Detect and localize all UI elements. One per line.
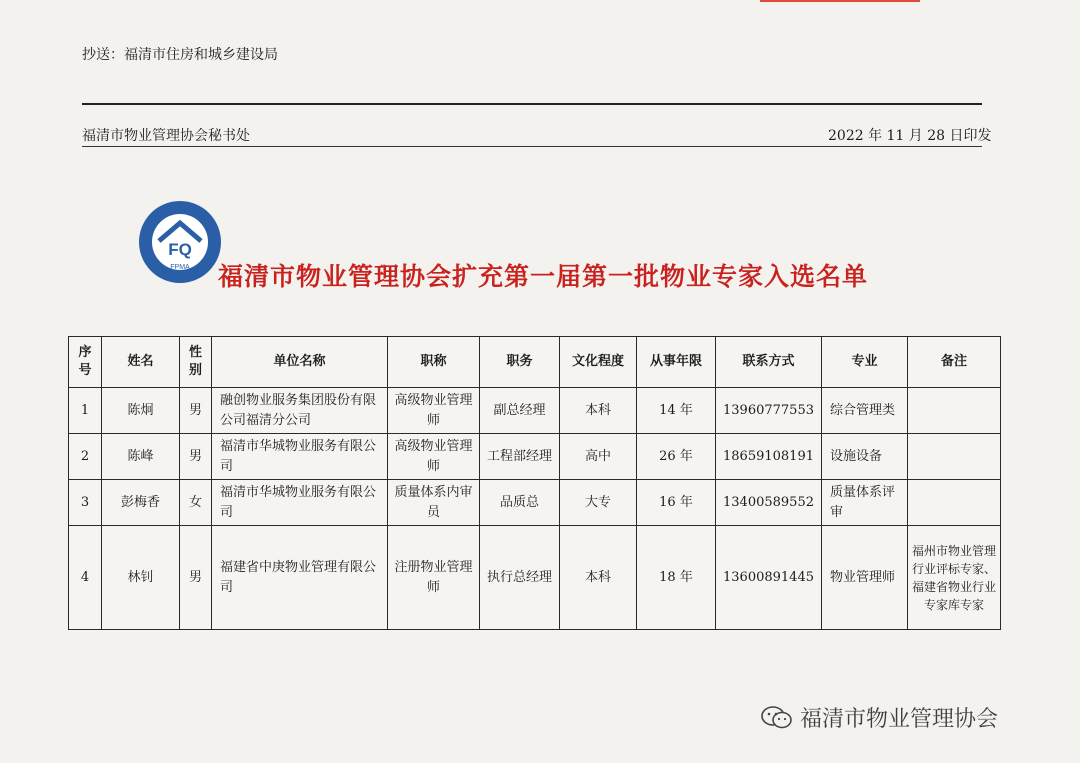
logo-sub: FPMA (170, 264, 190, 271)
header-education: 文化程度 (560, 337, 637, 388)
cell-remarks (908, 480, 1001, 526)
cell-title: 注册物业管理师 (388, 526, 480, 630)
cell-contact: 13400589552 (716, 480, 822, 526)
cell-company: 福清市华城物业服务有限公司 (212, 434, 388, 480)
cell-name: 彭梅香 (102, 480, 180, 526)
cell-no: 3 (69, 480, 102, 526)
cell-position: 执行总经理 (480, 526, 560, 630)
wechat-watermark (760, 702, 998, 733)
cell-remarks (908, 388, 1001, 434)
header-specialty: 专业 (822, 337, 908, 388)
cell-name: 林钊 (102, 526, 180, 630)
cell-name: 陈炯 (102, 388, 180, 434)
cell-title: 质量体系内审员 (388, 480, 480, 526)
issuer-rule (82, 146, 982, 147)
cell-company: 福建省中庚物业管理有限公司 (212, 526, 388, 630)
header-rule (82, 103, 982, 105)
table-row (69, 434, 1001, 480)
cell-specialty: 设施设备 (822, 434, 908, 480)
header-no: 序号 (69, 337, 102, 388)
table-row (69, 526, 1001, 630)
cell-specialty: 物业管理师 (822, 526, 908, 630)
header-company: 单位名称 (212, 337, 388, 388)
cell-years: 14 年 (637, 388, 716, 434)
logo-letters: FQ (168, 240, 192, 259)
table-header-row (69, 337, 1001, 388)
document-title: 福清市物业管理协会扩充第一届第一批物业专家入选名单 (218, 262, 869, 291)
header-gender: 性别 (180, 337, 212, 388)
cell-company: 融创物业服务集团股份有限公司福清分公司 (212, 388, 388, 434)
top-red-line (760, 0, 920, 2)
cell-name: 陈峰 (102, 434, 180, 480)
wechat-icon (760, 705, 794, 731)
cell-specialty: 质量体系评审 (822, 480, 908, 526)
cell-company: 福清市华城物业服务有限公司 (212, 480, 388, 526)
cell-no: 4 (69, 526, 102, 630)
table-row (69, 388, 1001, 434)
experts-table (68, 336, 1001, 630)
issuer: 福清市物业管理协会秘书处 (82, 128, 250, 144)
header-years: 从事年限 (637, 337, 716, 388)
header-contact: 联系方式 (716, 337, 822, 388)
cell-specialty: 综合管理类 (822, 388, 908, 434)
cell-education: 大专 (560, 480, 637, 526)
cell-remarks (908, 434, 1001, 480)
header-position: 职务 (480, 337, 560, 388)
cell-education: 本科 (560, 388, 637, 434)
header-remarks: 备注 (908, 337, 1001, 388)
cell-years: 16 年 (637, 480, 716, 526)
cell-gender: 男 (180, 388, 212, 434)
cell-no: 2 (69, 434, 102, 480)
cell-position: 副总经理 (480, 388, 560, 434)
cell-contact: 13600891445 (716, 526, 822, 630)
cell-position: 品质总 (480, 480, 560, 526)
cell-gender: 男 (180, 434, 212, 480)
table-row (69, 480, 1001, 526)
header-name: 姓名 (102, 337, 180, 388)
cell-title: 高级物业管理师 (388, 434, 480, 480)
header-title: 职称 (388, 337, 480, 388)
cell-gender: 女 (180, 480, 212, 526)
cc-line: 抄送：福清市住房和城乡建设局 (82, 47, 278, 63)
cell-contact: 18659108191 (716, 434, 822, 480)
print-date: 2022 年 11 月 28 日印发 (828, 128, 992, 144)
cell-position: 工程部经理 (480, 434, 560, 480)
cell-years: 26 年 (637, 434, 716, 480)
watermark-text: 福清市物业管理协会 (800, 707, 999, 732)
cell-years: 18 年 (637, 526, 716, 630)
association-logo (137, 199, 223, 285)
cell-no: 1 (69, 388, 102, 434)
cell-education: 高中 (560, 434, 637, 480)
cell-contact: 13960777553 (716, 388, 822, 434)
cell-gender: 男 (180, 526, 212, 630)
cell-remarks: 福州市物业管理行业评标专家、福建省物业行业专家库专家 (908, 526, 1001, 630)
cell-education: 本科 (560, 526, 637, 630)
cell-title: 高级物业管理师 (388, 388, 480, 434)
